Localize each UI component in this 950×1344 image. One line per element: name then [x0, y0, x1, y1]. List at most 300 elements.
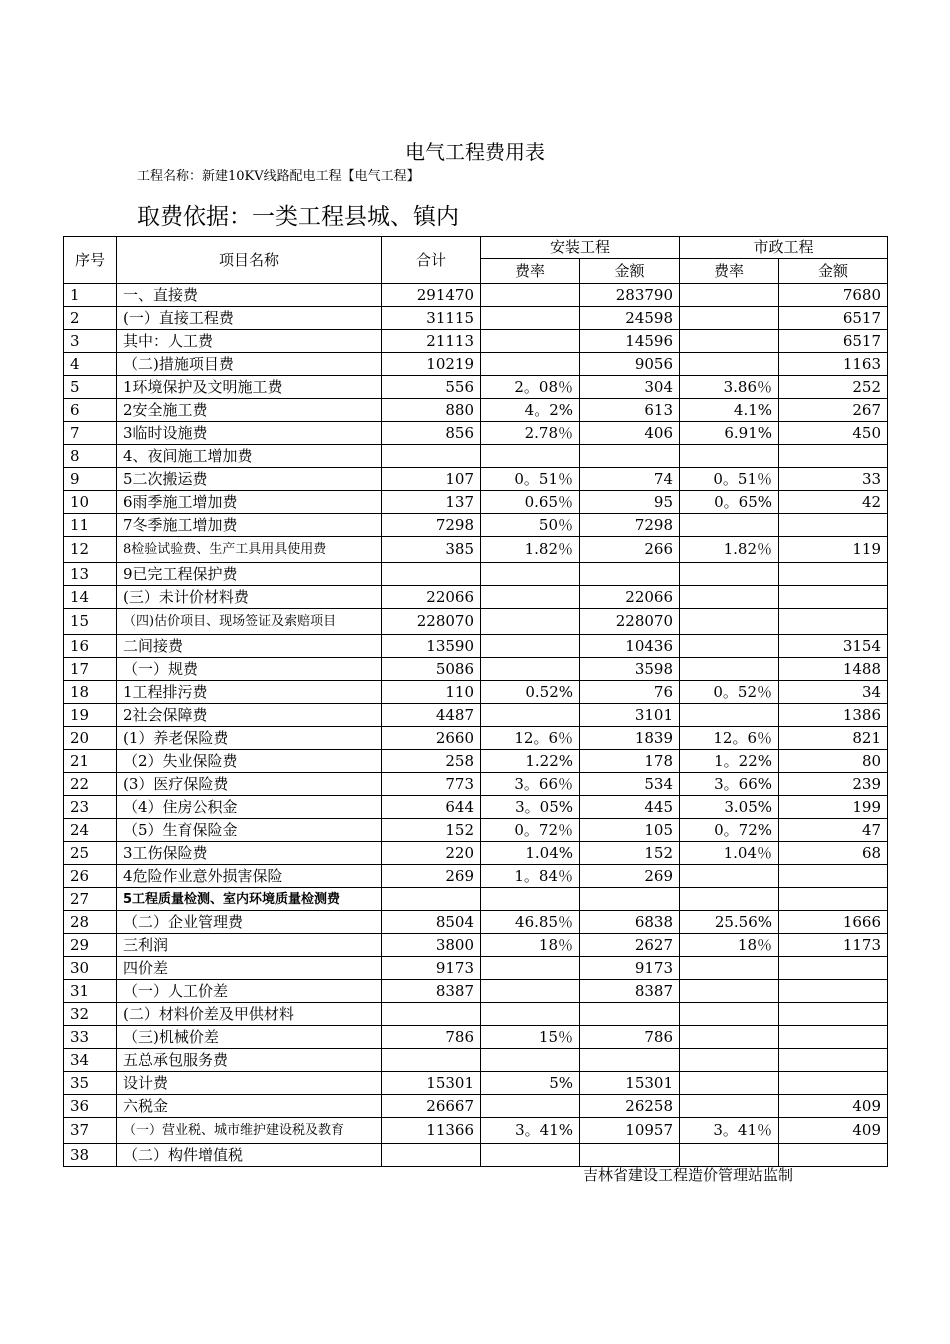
header-install-amount: 金额: [580, 259, 680, 284]
cell-install-rate: 1.22%: [481, 750, 580, 773]
table-row: [64, 445, 888, 468]
cell-item-name: 三利润: [117, 934, 382, 957]
cell-municipal-rate: 3.05%: [680, 796, 779, 819]
cell-total: 786: [382, 1026, 481, 1049]
cell-seq: 7: [64, 422, 117, 445]
cell-install-rate: 0.65％: [481, 491, 580, 514]
table-row: [64, 911, 888, 934]
cell-item-name: 3临时设施费: [117, 422, 382, 445]
cell-seq: 37: [64, 1118, 117, 1144]
cell-municipal-amount: [779, 865, 888, 888]
cell-install-rate: [481, 330, 580, 353]
cell-seq: 38: [64, 1144, 117, 1167]
cell-item-name: （4）住房公积金: [117, 796, 382, 819]
cell-install-amount: [580, 445, 680, 468]
cell-install-amount: 105: [580, 819, 680, 842]
cell-item-name: （一）人工价差: [117, 980, 382, 1003]
cell-install-rate: [481, 586, 580, 609]
table-row: [64, 1095, 888, 1118]
cell-seq: 21: [64, 750, 117, 773]
cell-municipal-rate: 3.86％: [680, 376, 779, 399]
table-row: [64, 934, 888, 957]
cell-municipal-amount: 1488: [779, 658, 888, 681]
cell-municipal-amount: 821: [779, 727, 888, 750]
cell-municipal-amount: 409: [779, 1118, 888, 1144]
cell-install-rate: [481, 284, 580, 307]
cell-install-rate: [481, 307, 580, 330]
cell-total: 8504: [382, 911, 481, 934]
cell-item-name: （一）营业税、城市维护建设税及教育: [117, 1118, 382, 1144]
cell-install-amount: 228070: [580, 609, 680, 635]
cell-municipal-rate: [680, 586, 779, 609]
cell-item-name: 设计费: [117, 1072, 382, 1095]
cell-seq: 30: [64, 957, 117, 980]
cell-install-amount: 76: [580, 681, 680, 704]
cell-municipal-amount: 42: [779, 491, 888, 514]
cell-municipal-rate: 0。65%: [680, 491, 779, 514]
cell-install-rate: 2.78％: [481, 422, 580, 445]
cell-municipal-amount: [779, 1003, 888, 1026]
cell-municipal-rate: [680, 980, 779, 1003]
cell-total: 856: [382, 422, 481, 445]
cell-total: [382, 888, 481, 911]
cell-seq: 11: [64, 514, 117, 537]
table-row: [64, 330, 888, 353]
cell-install-rate: [481, 445, 580, 468]
cell-total: 556: [382, 376, 481, 399]
cell-municipal-rate: 25.56%: [680, 911, 779, 934]
cell-total: 7298: [382, 514, 481, 537]
table-row: [64, 750, 888, 773]
cell-item-name: 四价差: [117, 957, 382, 980]
cell-total: 26667: [382, 1095, 481, 1118]
cell-item-name: 二间接费: [117, 635, 382, 658]
cell-item-name: 六税金: [117, 1095, 382, 1118]
cell-install-amount: [580, 1003, 680, 1026]
cell-item-name: 3工伤保险费: [117, 842, 382, 865]
cell-municipal-amount: 199: [779, 796, 888, 819]
cell-item-name: （5）生育保险金: [117, 819, 382, 842]
cell-install-amount: 786: [580, 1026, 680, 1049]
cell-item-name: 7冬季施工增加费: [117, 514, 382, 537]
cell-seq: 25: [64, 842, 117, 865]
cell-install-amount: 152: [580, 842, 680, 865]
cell-municipal-rate: 1.82％: [680, 537, 779, 563]
cell-seq: 17: [64, 658, 117, 681]
cell-install-rate: [481, 980, 580, 1003]
cell-municipal-amount: [779, 1049, 888, 1072]
table-row: [64, 307, 888, 330]
cell-municipal-amount: [779, 888, 888, 911]
cell-seq: 26: [64, 865, 117, 888]
cell-total: [382, 1003, 481, 1026]
fee-basis: 取费依据：一类工程县城、镇内: [137, 204, 459, 230]
cell-municipal-rate: [680, 353, 779, 376]
cell-item-name: 1环境保护及文明施工费: [117, 376, 382, 399]
cell-municipal-rate: [680, 1003, 779, 1026]
cell-item-name: 其中：人工费: [117, 330, 382, 353]
cell-install-rate: 3。41%: [481, 1118, 580, 1144]
cell-install-rate: [481, 563, 580, 586]
table-row: [64, 468, 888, 491]
cell-municipal-amount: 267: [779, 399, 888, 422]
cell-install-rate: [481, 1003, 580, 1026]
cell-total: 21113: [382, 330, 481, 353]
table-row: [64, 514, 888, 537]
cell-total: [382, 1144, 481, 1167]
cell-seq: 5: [64, 376, 117, 399]
table-row: [64, 957, 888, 980]
footer-issuer: 吉林省建设工程造价管理站监制: [583, 1166, 794, 1184]
cell-install-rate: 4。2%: [481, 399, 580, 422]
cell-municipal-amount: [779, 957, 888, 980]
cell-municipal-amount: 239: [779, 773, 888, 796]
cell-install-rate: 0。51％: [481, 468, 580, 491]
cell-municipal-rate: 4.1%: [680, 399, 779, 422]
table-row: [64, 1026, 888, 1049]
table-row: [64, 681, 888, 704]
cell-install-amount: 1839: [580, 727, 680, 750]
cell-install-amount: 24598: [580, 307, 680, 330]
cell-municipal-amount: [779, 980, 888, 1003]
cell-seq: 10: [64, 491, 117, 514]
cell-install-amount: 8387: [580, 980, 680, 1003]
cell-install-rate: 15％: [481, 1026, 580, 1049]
cell-install-amount: 178: [580, 750, 680, 773]
cell-seq: 14: [64, 586, 117, 609]
cell-seq: 24: [64, 819, 117, 842]
cell-install-amount: 7298: [580, 514, 680, 537]
cell-install-amount: 10436: [580, 635, 680, 658]
cell-install-rate: 46.85％: [481, 911, 580, 934]
cell-municipal-rate: 0。52％: [680, 681, 779, 704]
table-row: [64, 865, 888, 888]
cell-total: 22066: [382, 586, 481, 609]
cell-municipal-rate: [680, 1072, 779, 1095]
header-install-rate: 费率: [481, 259, 580, 284]
cell-install-amount: 266: [580, 537, 680, 563]
cell-municipal-rate: [680, 1049, 779, 1072]
cell-seq: 2: [64, 307, 117, 330]
cell-municipal-amount: 34: [779, 681, 888, 704]
fee-table: [63, 236, 888, 1167]
cell-municipal-rate: [680, 514, 779, 537]
cell-total: 644: [382, 796, 481, 819]
cell-seq: 34: [64, 1049, 117, 1072]
cell-total: 31115: [382, 307, 481, 330]
cell-install-amount: 3101: [580, 704, 680, 727]
cell-install-amount: 9056: [580, 353, 680, 376]
cell-total: 2660: [382, 727, 481, 750]
cell-install-rate: [481, 609, 580, 635]
cell-total: [382, 445, 481, 468]
cell-item-name: 2社会保障费: [117, 704, 382, 727]
cell-install-amount: 9173: [580, 957, 680, 980]
cell-seq: 28: [64, 911, 117, 934]
table-row: [64, 353, 888, 376]
cell-municipal-rate: [680, 865, 779, 888]
table-row: [64, 422, 888, 445]
cell-install-amount: 10957: [580, 1118, 680, 1144]
cell-municipal-rate: 18％: [680, 934, 779, 957]
cell-item-name: （四)估价项目、现场签证及索赔项目: [117, 609, 382, 635]
cell-municipal-rate: [680, 1095, 779, 1118]
cell-seq: 23: [64, 796, 117, 819]
cell-municipal-rate: 3。41％: [680, 1118, 779, 1144]
cell-install-rate: 1.82％: [481, 537, 580, 563]
cell-municipal-amount: [779, 563, 888, 586]
table-row: [64, 1049, 888, 1072]
cell-municipal-rate: [680, 658, 779, 681]
cell-total: 13590: [382, 635, 481, 658]
cell-seq: 15: [64, 609, 117, 635]
cell-total: 4487: [382, 704, 481, 727]
cell-install-rate: [481, 635, 580, 658]
cell-seq: 1: [64, 284, 117, 307]
cell-install-rate: [481, 1144, 580, 1167]
cell-install-rate: [481, 353, 580, 376]
cell-install-amount: [580, 888, 680, 911]
cell-municipal-amount: [779, 514, 888, 537]
header-install: 安装工程: [481, 237, 680, 259]
cell-install-amount: [580, 1049, 680, 1072]
fee-table-body: [64, 284, 888, 1167]
cell-item-name: (3）医疗保险费: [117, 773, 382, 796]
cell-total: 880: [382, 399, 481, 422]
cell-municipal-rate: [680, 284, 779, 307]
cell-seq: 32: [64, 1003, 117, 1026]
cell-total: 269: [382, 865, 481, 888]
cell-total: 10219: [382, 353, 481, 376]
cell-install-amount: 26258: [580, 1095, 680, 1118]
cell-municipal-rate: [680, 609, 779, 635]
cell-item-name: （三)机械价差: [117, 1026, 382, 1049]
table-row: [64, 376, 888, 399]
table-row: [64, 842, 888, 865]
cell-total: 152: [382, 819, 481, 842]
cell-seq: 36: [64, 1095, 117, 1118]
table-row: [64, 980, 888, 1003]
cell-municipal-amount: 1173: [779, 934, 888, 957]
cell-total: 3800: [382, 934, 481, 957]
cell-item-name: (三）未计价材料费: [117, 586, 382, 609]
cell-item-name: 5二次搬运费: [117, 468, 382, 491]
cell-install-rate: 1。84％: [481, 865, 580, 888]
cell-seq: 33: [64, 1026, 117, 1049]
cell-municipal-amount: 119: [779, 537, 888, 563]
cell-seq: 9: [64, 468, 117, 491]
cell-item-name: 五总承包服务费: [117, 1049, 382, 1072]
cell-item-name: （二）构件增值税: [117, 1144, 382, 1167]
table-row: [64, 888, 888, 911]
cell-municipal-amount: 6517: [779, 307, 888, 330]
cell-install-amount: 3598: [580, 658, 680, 681]
cell-municipal-rate: [680, 1026, 779, 1049]
table-row: [64, 399, 888, 422]
cell-install-amount: 613: [580, 399, 680, 422]
cell-seq: 12: [64, 537, 117, 563]
cell-total: 9173: [382, 957, 481, 980]
cell-seq: 18: [64, 681, 117, 704]
cell-seq: 3: [64, 330, 117, 353]
cell-municipal-amount: 1163: [779, 353, 888, 376]
cell-install-rate: [481, 888, 580, 911]
cell-install-amount: 95: [580, 491, 680, 514]
table-row: [64, 1118, 888, 1144]
cell-item-name: 4危险作业意外损害保险: [117, 865, 382, 888]
cell-install-amount: 283790: [580, 284, 680, 307]
cell-seq: 22: [64, 773, 117, 796]
project-name: 工程名称：新建10KV线路配电工程【电气工程】: [137, 169, 420, 184]
cell-total: 773: [382, 773, 481, 796]
cell-install-rate: [481, 1095, 580, 1118]
table-row: [64, 819, 888, 842]
cell-municipal-rate: [680, 704, 779, 727]
cell-total: [382, 563, 481, 586]
table-row: [64, 284, 888, 307]
cell-install-amount: 74: [580, 468, 680, 491]
cell-total: 110: [382, 681, 481, 704]
cell-municipal-rate: 3。66%: [680, 773, 779, 796]
cell-install-amount: 22066: [580, 586, 680, 609]
cell-item-name: 5工程质量检测、室内环境质量检测费: [117, 888, 382, 911]
header-municipal-amount: 金额: [779, 259, 888, 284]
cell-install-rate: 0.52%: [481, 681, 580, 704]
cell-item-name: 6雨季施工增加费: [117, 491, 382, 514]
cell-total: 5086: [382, 658, 481, 681]
cell-seq: 13: [64, 563, 117, 586]
table-row: [64, 586, 888, 609]
cell-municipal-rate: [680, 330, 779, 353]
cell-seq: 27: [64, 888, 117, 911]
cell-install-amount: 15301: [580, 1072, 680, 1095]
cell-total: 228070: [382, 609, 481, 635]
cell-item-name: （2）失业保险费: [117, 750, 382, 773]
table-row: [64, 563, 888, 586]
cell-municipal-amount: 1666: [779, 911, 888, 934]
cell-install-rate: 3。05%: [481, 796, 580, 819]
cell-total: 137: [382, 491, 481, 514]
cell-seq: 4: [64, 353, 117, 376]
cell-install-amount: 534: [580, 773, 680, 796]
page-title: 电气工程费用表: [405, 140, 545, 164]
cell-municipal-amount: 1386: [779, 704, 888, 727]
cell-install-rate: 2。08％: [481, 376, 580, 399]
cell-install-rate: 5%: [481, 1072, 580, 1095]
cell-seq: 19: [64, 704, 117, 727]
cell-item-name: 1工程排污费: [117, 681, 382, 704]
cell-install-rate: 3。66％: [481, 773, 580, 796]
cell-item-name: （一）规费: [117, 658, 382, 681]
cell-install-rate: 50％: [481, 514, 580, 537]
cell-municipal-rate: [680, 445, 779, 468]
table-row: [64, 704, 888, 727]
cell-municipal-rate: [680, 563, 779, 586]
cell-municipal-rate: [680, 888, 779, 911]
cell-item-name: (二）材料价差及甲供材料: [117, 1003, 382, 1026]
cell-municipal-rate: 6.91%: [680, 422, 779, 445]
cell-install-rate: 1.04%: [481, 842, 580, 865]
cell-item-name: （二)措施项目费: [117, 353, 382, 376]
cell-item-name: (一）直接工程费: [117, 307, 382, 330]
header-item-name: 项目名称: [117, 237, 382, 284]
cell-seq: 35: [64, 1072, 117, 1095]
cell-municipal-amount: 6517: [779, 330, 888, 353]
cell-install-rate: 12。6％: [481, 727, 580, 750]
cell-total: 107: [382, 468, 481, 491]
cell-install-rate: [481, 1049, 580, 1072]
cell-total: 291470: [382, 284, 481, 307]
table-row: [64, 537, 888, 563]
cell-municipal-rate: 1。22%: [680, 750, 779, 773]
cell-municipal-rate: 0。72%: [680, 819, 779, 842]
cell-install-amount: 445: [580, 796, 680, 819]
header-seq: 序号: [64, 237, 117, 284]
cell-municipal-rate: 0。51％: [680, 468, 779, 491]
cell-municipal-amount: 33: [779, 468, 888, 491]
table-row: [64, 727, 888, 750]
cell-total: 8387: [382, 980, 481, 1003]
cell-municipal-rate: 1.04％: [680, 842, 779, 865]
cell-item-name: (1）养老保险费: [117, 727, 382, 750]
table-row: [64, 796, 888, 819]
cell-seq: 31: [64, 980, 117, 1003]
cell-install-rate: 0。72％: [481, 819, 580, 842]
cell-municipal-amount: 68: [779, 842, 888, 865]
cell-municipal-amount: 450: [779, 422, 888, 445]
cell-seq: 16: [64, 635, 117, 658]
table-row: [64, 491, 888, 514]
cell-item-name: 一、直接费: [117, 284, 382, 307]
cell-municipal-amount: [779, 586, 888, 609]
cell-install-rate: [481, 957, 580, 980]
cell-install-rate: 18％: [481, 934, 580, 957]
cell-item-name: 2安全施工费: [117, 399, 382, 422]
cell-municipal-amount: 80: [779, 750, 888, 773]
cell-seq: 6: [64, 399, 117, 422]
cell-install-rate: [481, 658, 580, 681]
cell-seq: 8: [64, 445, 117, 468]
table-row: [64, 773, 888, 796]
header-municipal: 市政工程: [680, 237, 888, 259]
cell-seq: 20: [64, 727, 117, 750]
cell-item-name: 9已完工程保护费: [117, 563, 382, 586]
cell-install-amount: 269: [580, 865, 680, 888]
cell-municipal-rate: 12。6％: [680, 727, 779, 750]
header-total: 合计: [382, 237, 481, 284]
header-municipal-rate: 费率: [680, 259, 779, 284]
cell-total: 15301: [382, 1072, 481, 1095]
table-row: [64, 635, 888, 658]
cell-municipal-amount: 409: [779, 1095, 888, 1118]
cell-item-name: 8检验试验费、生产工具用具使用费: [117, 537, 382, 563]
cell-municipal-amount: [779, 609, 888, 635]
cell-install-amount: [580, 563, 680, 586]
cell-municipal-amount: 47: [779, 819, 888, 842]
table-row: [64, 658, 888, 681]
cell-install-amount: 2627: [580, 934, 680, 957]
cell-municipal-amount: 252: [779, 376, 888, 399]
cell-municipal-rate: [680, 635, 779, 658]
cell-install-amount: 6838: [580, 911, 680, 934]
cell-total: 385: [382, 537, 481, 563]
cell-municipal-amount: 7680: [779, 284, 888, 307]
cell-install-amount: 304: [580, 376, 680, 399]
cell-item-name: 4、夜间施工增加费: [117, 445, 382, 468]
cell-municipal-amount: [779, 1072, 888, 1095]
cell-seq: 29: [64, 934, 117, 957]
cell-municipal-amount: 3154: [779, 635, 888, 658]
